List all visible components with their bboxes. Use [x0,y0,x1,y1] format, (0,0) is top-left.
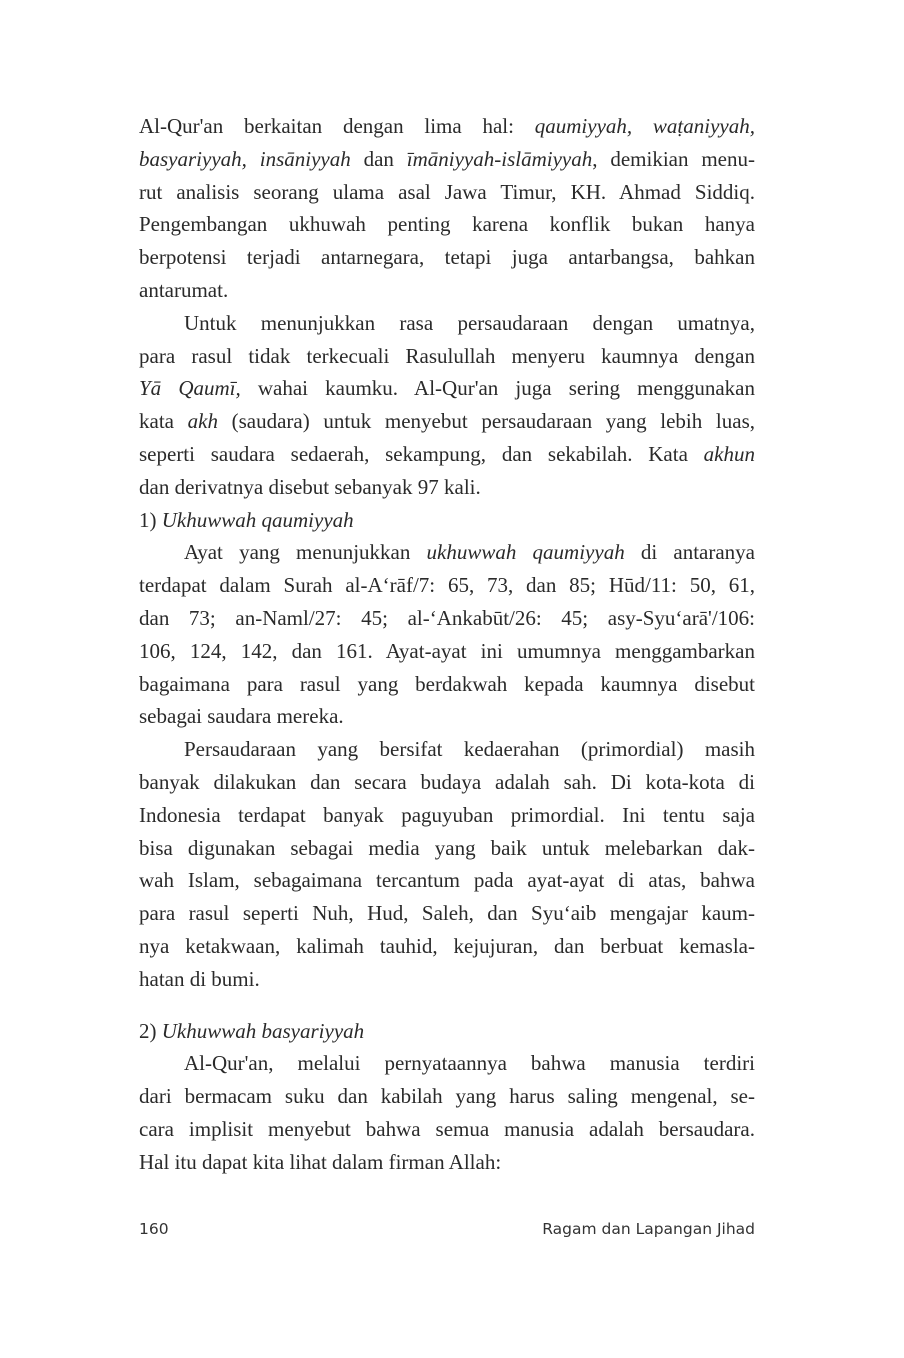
section-heading [139,1015,755,1048]
text-run: antarumat. [139,277,229,302]
text-run: Al-Qur'an berkaitan dengan lima hal: [139,114,535,138]
text-run: Pengembangan ukhuwah penting karena konflik bukan hanya [139,212,755,237]
italic-term: Yā Qaumī, [139,376,241,401]
text-line [139,569,755,602]
italic-term: akh [187,409,218,434]
text-run: kata [139,409,188,434]
text-line [139,176,755,209]
text-line [139,1113,755,1146]
text-run: 106, 124, 142, dan 161. Ayat-ayat ini umumnya menggambarkan [139,638,755,663]
text-run: dari bermacam suku dan kabilah yang harus saling mengenal, se- [139,1084,755,1109]
text-run: para rasul seperti Nuh, Hud, Saleh, dan Syu‘aib mengajar kaum- [139,901,755,926]
text-line [139,372,755,405]
text-line [139,274,755,307]
text-run: 2) [139,1018,162,1043]
text-line [139,864,755,897]
text-run: (saudara) untuk menyebut persaudaraan yang lebih luas, [217,409,755,434]
text-run: bagaimana para rasul yang berdakwah kepada kaumnya disebut [139,671,755,696]
italic-term: Ukhuwwah basyariyyah [161,1018,365,1043]
text-line [139,668,755,701]
text-line [139,700,755,733]
running-title: Ragam dan Lapangan Jihad [542,1220,755,1238]
text-run: sebagai saudara mereka. [139,704,344,729]
text-line [139,733,755,766]
text-run: seperti saudara sedaerah, sekampung, dan sekabilah. Kata [139,441,704,466]
text-run: rut analisis seorang ulama asal Jawa Timur, KH. Ahmad Siddiq. [139,179,755,204]
page-number: 160 [139,1220,169,1238]
text-line [139,602,755,635]
section-gap [139,996,755,1015]
italic-term: qaumiyyah, waṭaniyyah, [534,114,755,138]
text-line [139,307,755,340]
text-line [139,897,755,930]
text-run: Persaudaraan yang bersifat kedaerahan (primordial) masih [184,737,755,762]
text-run: bisa digunakan sebagai media yang baik untuk melebarkan dak- [139,835,755,860]
text-run: Hal itu dapat kita lihat dalam firman Allah: [139,1149,502,1174]
text-line [139,110,755,143]
text-line [139,963,755,996]
text-line [139,471,755,504]
text-run: di antaranya [624,540,755,565]
text-line [139,1080,755,1113]
text-line [139,536,755,569]
text-run: berpotensi terjadi antarnegara, tetapi juga antarbangsa, bahkan [139,245,755,270]
text-line [139,930,755,963]
text-line [139,832,755,865]
text-run: terdapat dalam Surah al-A‘rāf/7: 65, 73, dan 85; Hūd/11: 50, 61, [139,573,755,598]
text-run: Ayat yang menunjukkan [184,540,427,565]
text-line [139,1047,755,1080]
section-heading [139,504,755,537]
text-line [139,438,755,471]
text-line [139,241,755,274]
text-run: Untuk menunjukkan rasa persaudaraan dengan umatnya, [184,310,755,335]
text-run: nya ketakwaan, kalimah tauhid, kejujuran, dan berbuat kemasla- [139,933,755,958]
page-footer [139,1220,755,1246]
italic-term: Ukhuwwah qaumiyyah [161,507,354,532]
text-run: para rasul tidak terkecuali Rasulullah menyeru kaumnya dengan [139,343,755,368]
text-line [139,799,755,832]
text-line [139,405,755,438]
text-line [139,1146,755,1179]
text-line [139,340,755,373]
text-line [139,635,755,668]
text-run: dan derivatnya disebut sebanyak 97 kali. [139,474,481,499]
text-run: dan [350,146,407,171]
text-run: Indonesia terdapat banyak paguyuban primordial. Ini tentu saja [139,802,755,827]
text-run: wahai kaumku. Al-Qur'an juga sering menggunakan [240,376,755,401]
text-line [139,766,755,799]
italic-term: akhun [703,441,755,466]
body-text [139,110,755,1179]
text-run: cara implisit menyebut bahwa semua manusia adalah bersaudara. [139,1116,755,1141]
text-run: dan 73; an-Naml/27: 45; al-‘Ankabūt/26: 45; asy-Syu‘arā'/106: [139,605,755,630]
text-run: Al-Qur'an, melalui pernyataannya bahwa manusia terdiri [184,1051,755,1076]
text-run: banyak dilakukan dan secara budaya adalah sah. Di kota-kota di [139,769,755,794]
text-line [139,208,755,241]
text-run: hatan di bumi. [139,966,260,991]
italic-term: īmāniyyah-islāmiyyah [406,146,593,171]
text-run: , demikian menu- [592,146,755,171]
italic-term: ukhuwwah qaumiyyah [426,540,625,565]
text-line [139,143,755,176]
text-run: wah Islam, sebagaimana tercantum pada ayat-ayat di atas, bahwa [139,868,755,893]
text-run: 1) [139,507,162,532]
italic-term: basyariyyah, insāniyyah [139,146,351,171]
